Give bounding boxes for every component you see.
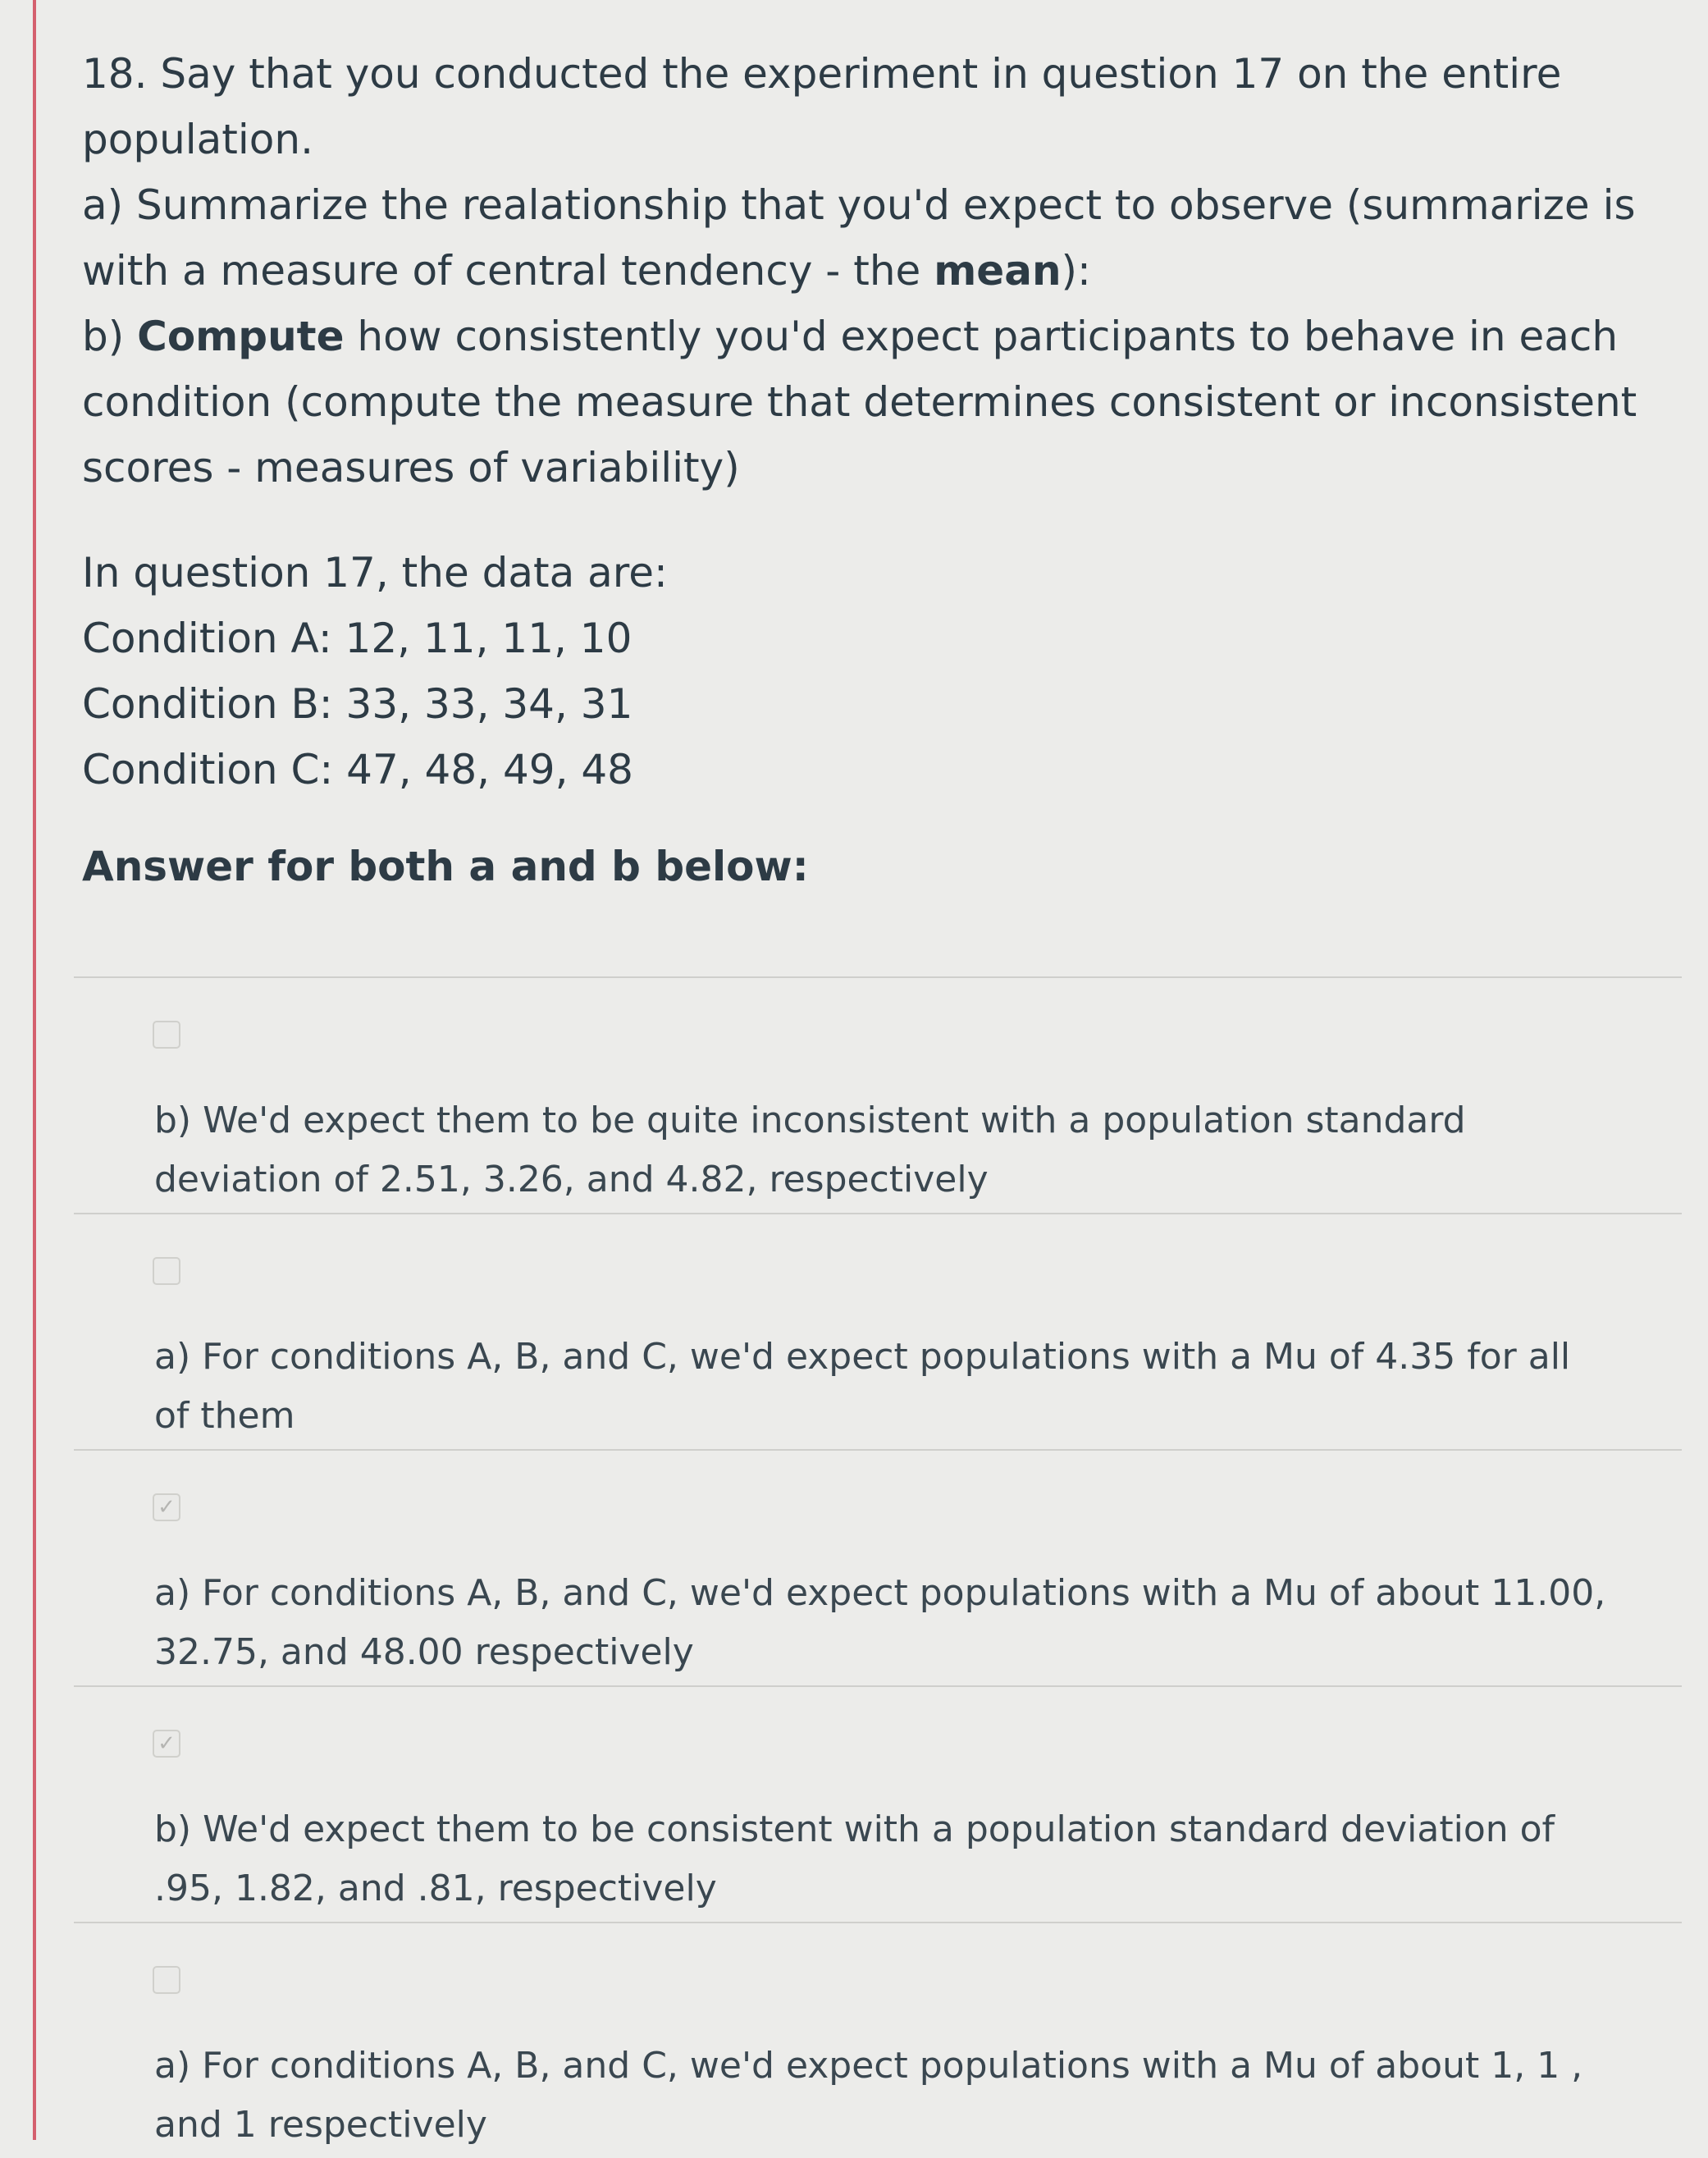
option-checkbox[interactable]: [153, 1257, 180, 1285]
question-content: [82, 41, 1665, 899]
answer-option[interactable]: [74, 976, 1682, 1213]
data-block: [82, 540, 1665, 802]
option-label: b) We'd expect them to be quite inconsistent with a population standard deviation of 2.51, 3.26, and 4.82, respectively: [154, 1100, 1466, 1200]
part-b-prefix: b): [82, 313, 138, 360]
option-checkbox[interactable]: [153, 1021, 180, 1049]
part-a-bold: mean: [934, 247, 1062, 295]
answer-heading: Answer for both a and b below:: [82, 843, 809, 890]
question-prompt: [82, 41, 1665, 501]
question-part-b: [82, 304, 1665, 501]
option-checkbox[interactable]: ✓: [153, 1493, 180, 1521]
part-b-bold: Compute: [137, 313, 345, 360]
option-label: a) For conditions A, B, and C, we'd expect populations with a Mu of about 11.00, 32.75, and 48.00 respectively: [154, 1572, 1606, 1673]
answer-option[interactable]: [74, 1685, 1682, 1922]
option-label: b) We'd expect them to be consistent with a population standard deviation of .95, 1.82, and .81, respectively: [154, 1808, 1555, 1909]
part-a-text: a) Summarize the realationship that you'd expect to observe (summarize is with a measure of central tendency - the: [82, 181, 1636, 295]
part-b-text: how consistently you'd expect participants to behave in each condition (compute the measure that determines consistent or inconsistent scores - measures of variability): [82, 313, 1637, 491]
answer-option[interactable]: [74, 1449, 1682, 1685]
question-title: 18. Say that you conducted the experiment in question 17 on the entire population.: [82, 50, 1562, 163]
answer-option[interactable]: [74, 1922, 1682, 2158]
answer-option[interactable]: [74, 1213, 1682, 1449]
question-part-a: [82, 172, 1665, 304]
condition-c: Condition C: 47, 48, 49, 48: [82, 746, 633, 793]
question-accent-bar: [33, 0, 36, 2140]
option-label: a) For conditions A, B, and C, we'd expect populations with a Mu of 4.35 for all of them: [154, 1336, 1571, 1437]
option-label: a) For conditions A, B, and C, we'd expect populations with a Mu of about 1, 1 , and 1 respectively: [154, 2045, 1583, 2146]
condition-b: Condition B: 33, 33, 34, 31: [82, 680, 633, 728]
option-checkbox[interactable]: ✓: [153, 1730, 180, 1758]
data-intro: In question 17, the data are:: [82, 549, 668, 597]
part-a-suffix: ):: [1061, 247, 1091, 295]
condition-a: Condition A: 12, 11, 11, 10: [82, 615, 633, 662]
option-checkbox[interactable]: [153, 1966, 180, 1994]
answer-options: [74, 976, 1682, 2158]
